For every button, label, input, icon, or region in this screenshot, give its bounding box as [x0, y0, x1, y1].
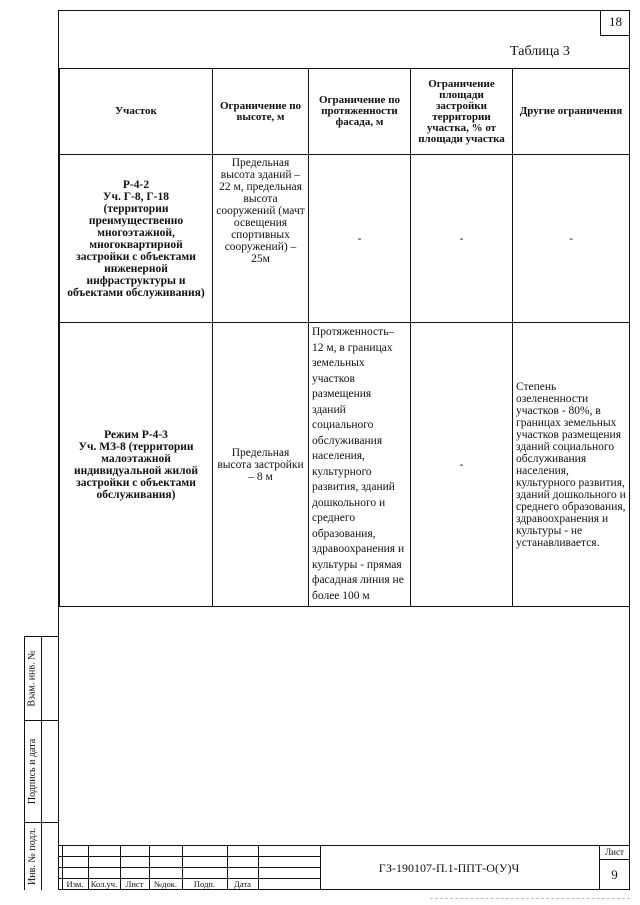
- table-row: [60, 155, 630, 323]
- header-other: Другие ограничения: [513, 69, 630, 155]
- stamp-header-change: Изм.: [66, 879, 84, 889]
- sheet-label: Лист: [605, 847, 624, 857]
- header-height: Ограничение по высоте, м: [213, 69, 309, 155]
- row2-site: Режим Р-4-3 Уч. МЗ-8 (территории малоэтажной индивидуальной жилой застройки с объектами обслуживания): [60, 323, 213, 607]
- row1-area: -: [411, 155, 513, 323]
- sheet-number: 9: [611, 867, 618, 882]
- page-number: 18: [600, 10, 630, 36]
- restrictions-table: [59, 68, 630, 607]
- table-row: [60, 323, 630, 607]
- row2-height: Предельная высота застройки – 8 м: [213, 323, 309, 607]
- side-stamp: [24, 636, 58, 890]
- scan-artifact-line: [430, 898, 630, 899]
- row1-facade: -: [309, 155, 411, 323]
- stamp-header-sheet: Лист: [125, 879, 144, 889]
- header-facade: Ограничение по протяженности фасада, м: [309, 69, 411, 155]
- side-label-inventory: Инв. № подл.: [27, 827, 39, 885]
- side-label-signature: Подпись и дата: [27, 738, 38, 804]
- header-area: Ограничение площади застройки территории участка, % от площади участка: [411, 69, 513, 155]
- row2-other: Степень озелененности участков - 80%, в границах земельных участков размещения зданий социального обслуживания населения, культурного развития, зданий дошкольного и среднего образования, здравоохранения и культуры - не устанавливается.: [513, 323, 630, 607]
- stamp-header-signature: Подп.: [193, 879, 216, 889]
- stamp-header-date: Дата: [234, 879, 251, 889]
- stamp-header-count: Кол.уч.: [90, 879, 118, 889]
- row1-height: Предельная высота зданий – 22 м, предельная высота сооружений (мачт освещения спортивных сооружений) – 25м: [213, 155, 309, 323]
- row1-site: Р-4-2 Уч. Г-8, Г-18 (территории преимущественно многоэтажной, многоквартирной застройки с объектами инженерной инфраструктуры и объектами обслуживания): [60, 155, 213, 323]
- table-header-row: [60, 69, 630, 155]
- row2-area: -: [411, 323, 513, 607]
- table-label: Таблица 3: [510, 44, 570, 59]
- row2-facade: Протяженность– 12 м, в границах земельных участков размещения зданий социального обслуживания населения, культурного развития, зданий дошкольного и среднего образования, здравоохранения и культуры - прямая фасадная линия не более 100 м: [309, 323, 411, 607]
- side-label-replacement: Взам. инв. №: [27, 649, 39, 707]
- row1-other: -: [513, 155, 630, 323]
- header-site: Участок: [60, 69, 213, 155]
- stamp-header-docnum: №док.: [154, 879, 177, 889]
- document-code: ГЗ-190107-П.1-ППТ-О(У)Ч: [378, 861, 520, 875]
- title-block: [58, 845, 630, 890]
